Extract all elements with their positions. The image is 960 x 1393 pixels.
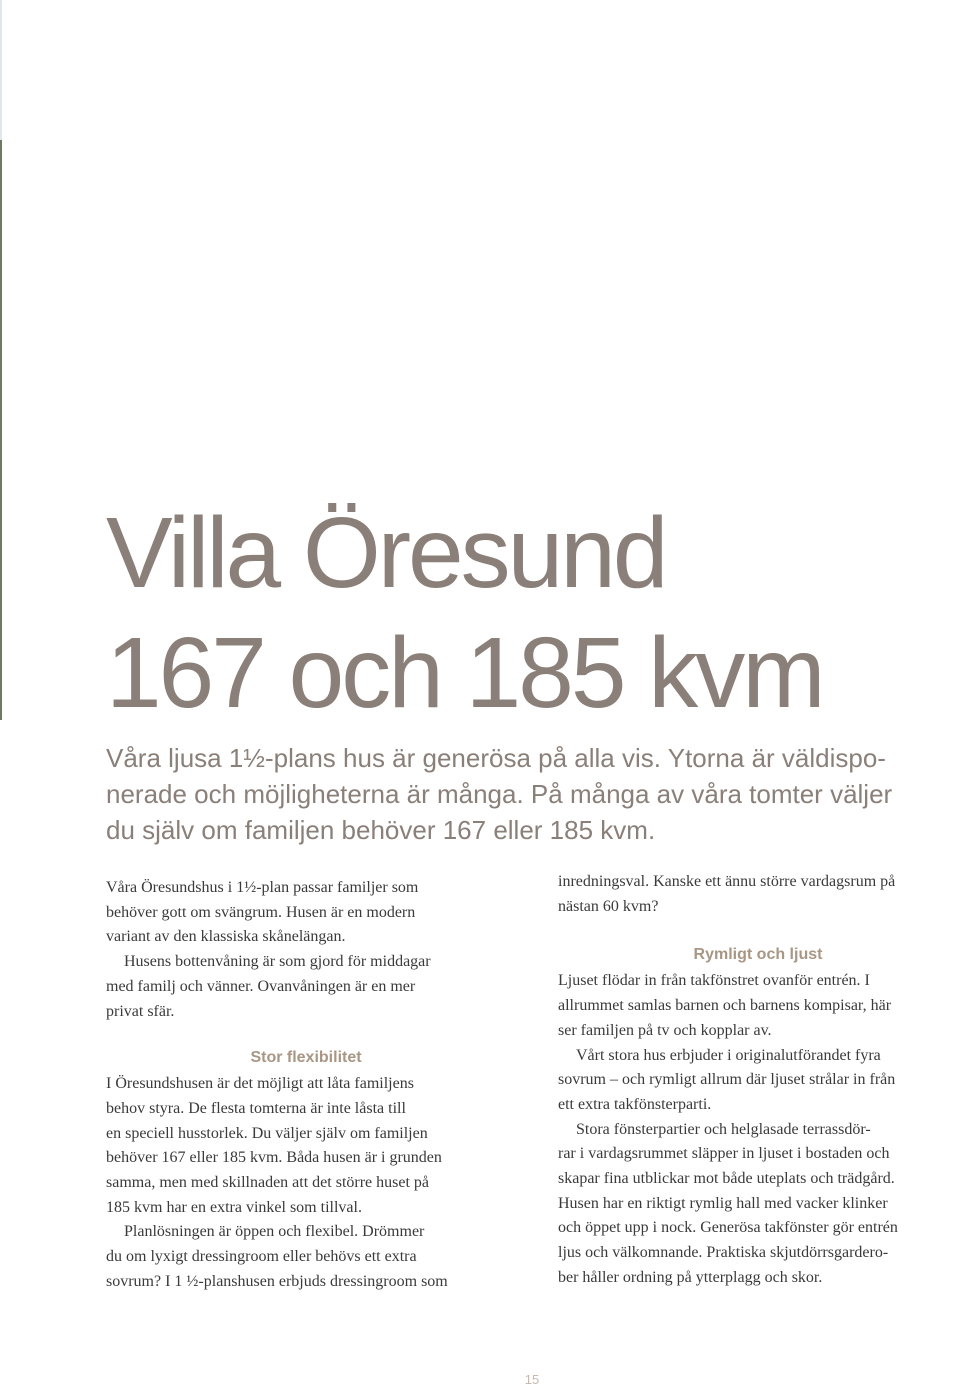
text-line: samma, men med skillnaden att det större huset på xyxy=(106,1174,430,1192)
paragraph xyxy=(106,950,526,1024)
text-line: Husen har en riktigt rymlig hall med vacker klinker xyxy=(558,1194,888,1212)
text-line: I Öresundshusen är det möjligt att låta familjens xyxy=(106,1075,414,1093)
text-line: behöver gott om svängrum. Husen är en modern xyxy=(106,903,416,921)
paragraph xyxy=(558,870,958,919)
text-line: rar i vardagsrummet släpper in ljuset i bostaden och xyxy=(558,1145,890,1163)
text-line: ljus och välkomnande. Praktiska skjutdörrsgardero- xyxy=(558,1244,889,1262)
lead-paragraph xyxy=(106,740,960,848)
paragraph xyxy=(558,1044,958,1118)
text-line: du om lyxigt dressingroom eller behövs ett extra xyxy=(106,1248,417,1266)
text-line: nästan 60 kvm? xyxy=(558,897,659,915)
image-edge xyxy=(0,140,2,720)
text-line: Husens bottenvåning är som gjord för middagar xyxy=(124,953,431,971)
paragraph xyxy=(106,1220,526,1294)
text-line: Ljuset flödar in från takfönstret ovanför entrén. I xyxy=(558,972,870,990)
lead-line: Våra ljusa 1½-plans hus är generösa på alla vis. Ytorna är väldispo- xyxy=(106,743,886,773)
paragraph xyxy=(558,969,958,1043)
text-line: privat sfär. xyxy=(106,1002,175,1020)
text-line: behov styra. De flesta tomterna är inte låsta till xyxy=(106,1099,406,1117)
paragraph xyxy=(558,1118,958,1291)
title-line-2: 167 och 185 kvm xyxy=(106,617,823,729)
intro-paragraph xyxy=(106,876,526,950)
text-line: inredningsval. Kanske ett ännu större vardagsrum på xyxy=(558,873,896,890)
text-line: en speciell husstorlek. Du väljer själv om familjen xyxy=(106,1124,428,1142)
right-column xyxy=(558,870,958,1291)
title-line-1: Villa Öresund xyxy=(106,497,666,609)
text-line: 185 kvm har en extra vinkel som tillval. xyxy=(106,1198,362,1216)
image-edge-top xyxy=(0,0,2,140)
text-line: behöver 167 eller 185 kvm. Båda husen är i grunden xyxy=(106,1149,442,1167)
text-line: Vårt stora hus erbjuder i originalutförandet fyra xyxy=(576,1046,881,1064)
left-column xyxy=(106,876,526,1295)
text-line: Planlösningen är öppen och flexibel. Drömmer xyxy=(124,1223,425,1241)
text-line: och öppet upp i nock. Generösa takfönster gör entrén xyxy=(558,1219,898,1237)
text-line: Våra Öresundshus i 1½-plan passar familjer som xyxy=(106,879,419,896)
text-line: sovrum – och rymligt allrum där ljuset strålar in från xyxy=(558,1071,896,1089)
paragraph xyxy=(106,1072,526,1220)
text-line: sovrum? I 1 ½-planshusen erbjuds dressingroom som xyxy=(106,1272,448,1290)
page-number: 15 xyxy=(524,1372,540,1387)
subheading-flexibility: Stor flexibilitet xyxy=(250,1049,362,1067)
text-line: ett extra takfönsterparti. xyxy=(558,1095,712,1113)
subheading-light: Rymligt och ljust xyxy=(693,946,823,964)
text-line: allrummet samlas barnen och barnens kompisar, här xyxy=(558,997,892,1015)
text-line: ber håller ordning på ytterplagg och skor. xyxy=(558,1268,823,1286)
lead-line: nerade och möjligheterna är många. På många av våra tomter väljer xyxy=(106,779,893,809)
text-line: ser familjen på tv och kopplar av. xyxy=(558,1021,772,1039)
text-line: skapar fina utblickar mot både uteplats och trädgård. xyxy=(558,1170,895,1188)
lead-line: du själv om familjen behöver 167 eller 185 kvm. xyxy=(106,815,656,845)
text-line: variant av den klassiska skånelängan. xyxy=(106,928,346,946)
text-line: med familj och vänner. Ovanvåningen är en mer xyxy=(106,977,416,995)
text-line: Stora fönsterpartier och helglasade terrassdör- xyxy=(576,1120,871,1138)
